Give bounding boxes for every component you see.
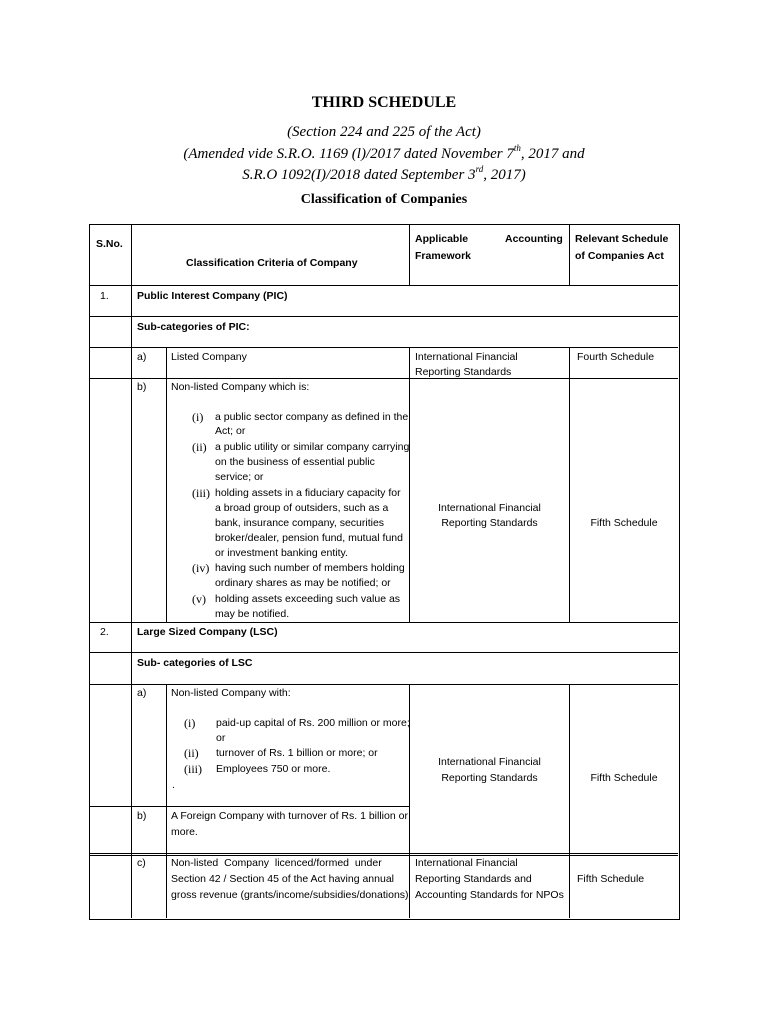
item-number: (iii) xyxy=(184,762,202,776)
lsc-c-label: c) xyxy=(137,857,146,869)
header-schedule-a: Relevant Schedule xyxy=(575,233,669,245)
pic-title: Public Interest Company (PIC) xyxy=(137,290,288,302)
item-line: having such number of members holding xyxy=(215,562,405,574)
column-divider xyxy=(409,347,410,622)
column-divider xyxy=(131,225,132,918)
row-divider xyxy=(90,684,678,685)
row-divider xyxy=(90,316,678,317)
pic-a-framework-1: International Financial xyxy=(415,351,518,363)
lsc-subcategories: Sub- categories of LSC xyxy=(137,657,253,669)
column-divider xyxy=(569,225,570,286)
item-line: may be notified. xyxy=(215,608,290,620)
pic-b-framework-1: International Financial xyxy=(438,502,541,514)
header-framework-a: Applicable xyxy=(415,233,469,245)
item-number: (i) xyxy=(192,410,204,424)
pic-b-schedule: Fifth Schedule xyxy=(590,517,658,529)
lsc-b-text-1: A Foreign Company with turnover of Rs. 1 billion or xyxy=(171,810,408,822)
lsc-c-text-2: Section 42 / Section 45 of the Act having annual xyxy=(171,873,394,885)
amendment-line-1: (Amended vide S.R.O. 1169 (l)/2017 dated November 7th, 2017 and xyxy=(183,143,585,162)
lsc-c-text-3: gross revenue (grants/income/subsidies/donations) xyxy=(171,889,409,901)
pic-b-framework-2: Reporting Standards xyxy=(441,517,538,529)
pic-subcategories: Sub-categories of PIC: xyxy=(137,321,250,333)
lsc-c-framework-1: International Financial xyxy=(415,857,518,869)
item-line: on the business of essential public xyxy=(215,456,375,468)
item-line: ordinary shares as may be notified; or xyxy=(215,577,391,589)
section-reference: (Section 224 and 225 of the Act) xyxy=(287,124,481,140)
row-divider xyxy=(90,347,678,348)
column-divider xyxy=(166,684,167,918)
row-divider xyxy=(90,378,678,379)
item-line: bank, insurance company, securities xyxy=(215,517,385,529)
header-framework-c: Framework xyxy=(415,250,472,262)
item-line: paid-up capital of Rs. 200 million or more; xyxy=(216,717,410,729)
item-number: (ii) xyxy=(184,746,199,760)
lsc-b-label: b) xyxy=(137,810,147,822)
item-line: service; or xyxy=(215,471,264,483)
pic-b-label: b) xyxy=(137,381,147,393)
pic-b-text: Non-listed Company which is: xyxy=(171,381,310,393)
item-line: a broad group of outsiders, such as a xyxy=(215,502,389,514)
lsc-c-framework-2: Reporting Standards and xyxy=(415,873,532,885)
item-line: or investment banking entity. xyxy=(215,547,348,559)
row-divider xyxy=(90,285,678,286)
stray-dot: . xyxy=(172,779,175,791)
row-divider xyxy=(90,652,678,653)
header-schedule-b: of Companies Act xyxy=(575,250,664,262)
classification-heading: Classification of Companies xyxy=(300,192,468,207)
item-line: Act; or xyxy=(215,425,246,437)
lsc-ab-schedule: Fifth Schedule xyxy=(590,772,658,784)
item-number: (iv) xyxy=(192,561,210,575)
item-line: Employees 750 or more. xyxy=(216,763,331,775)
lsc-a-label: a) xyxy=(137,687,147,699)
column-divider xyxy=(569,347,570,622)
item-line: broker/dealer, pension fund, mutual fund xyxy=(215,532,403,544)
item-number: (iii) xyxy=(192,486,210,500)
schedule-title: THIRD SCHEDULE xyxy=(311,94,457,111)
row-divider xyxy=(90,622,678,623)
column-divider xyxy=(569,684,570,918)
pic-a-label: a) xyxy=(137,351,147,363)
lsc-title: Large Sized Company (LSC) xyxy=(137,626,278,638)
item-number: (v) xyxy=(192,592,206,606)
header-criteria: Classification Criteria of Company xyxy=(186,257,358,269)
lsc-number: 2. xyxy=(100,626,109,638)
header-sno: S.No. xyxy=(96,238,123,250)
row-divider xyxy=(90,853,678,854)
header-framework-b: Accounting xyxy=(505,233,563,245)
item-line: a public sector company as defined in the xyxy=(215,411,409,423)
lsc-a-text: Non-listed Company with: xyxy=(171,687,291,699)
item-number: (ii) xyxy=(192,440,207,454)
pic-a-schedule: Fourth Schedule xyxy=(577,351,655,363)
lsc-ab-framework-2: Reporting Standards xyxy=(441,772,538,784)
item-line: holding assets exceeding such value as xyxy=(215,593,401,605)
item-line: holding assets in a fiduciary capacity for xyxy=(215,487,401,499)
row-divider xyxy=(90,806,410,807)
pic-number: 1. xyxy=(100,290,109,302)
lsc-b-text-2: more. xyxy=(171,826,198,838)
item-number: (i) xyxy=(184,716,196,730)
column-divider xyxy=(409,225,410,286)
item-line: turnover of Rs. 1 billion or more; or xyxy=(216,747,378,759)
pic-a-text: Listed Company xyxy=(171,351,247,363)
pic-a-framework-2: Reporting Standards xyxy=(415,366,512,378)
column-divider xyxy=(166,347,167,622)
item-line: a public utility or similar company carrying xyxy=(215,441,410,453)
lsc-c-schedule: Fifth Schedule xyxy=(577,873,645,885)
item-line: or xyxy=(216,732,226,744)
lsc-c-text-1: Non-listed Company licenced/formed under xyxy=(171,857,382,869)
amendment-line-2: S.R.O 1092(I)/2018 dated September 3rd, 2017) xyxy=(242,164,526,183)
lsc-c-framework-3: Accounting Standards for NPOs xyxy=(415,889,564,901)
lsc-ab-framework-1: International Financial xyxy=(438,756,541,768)
